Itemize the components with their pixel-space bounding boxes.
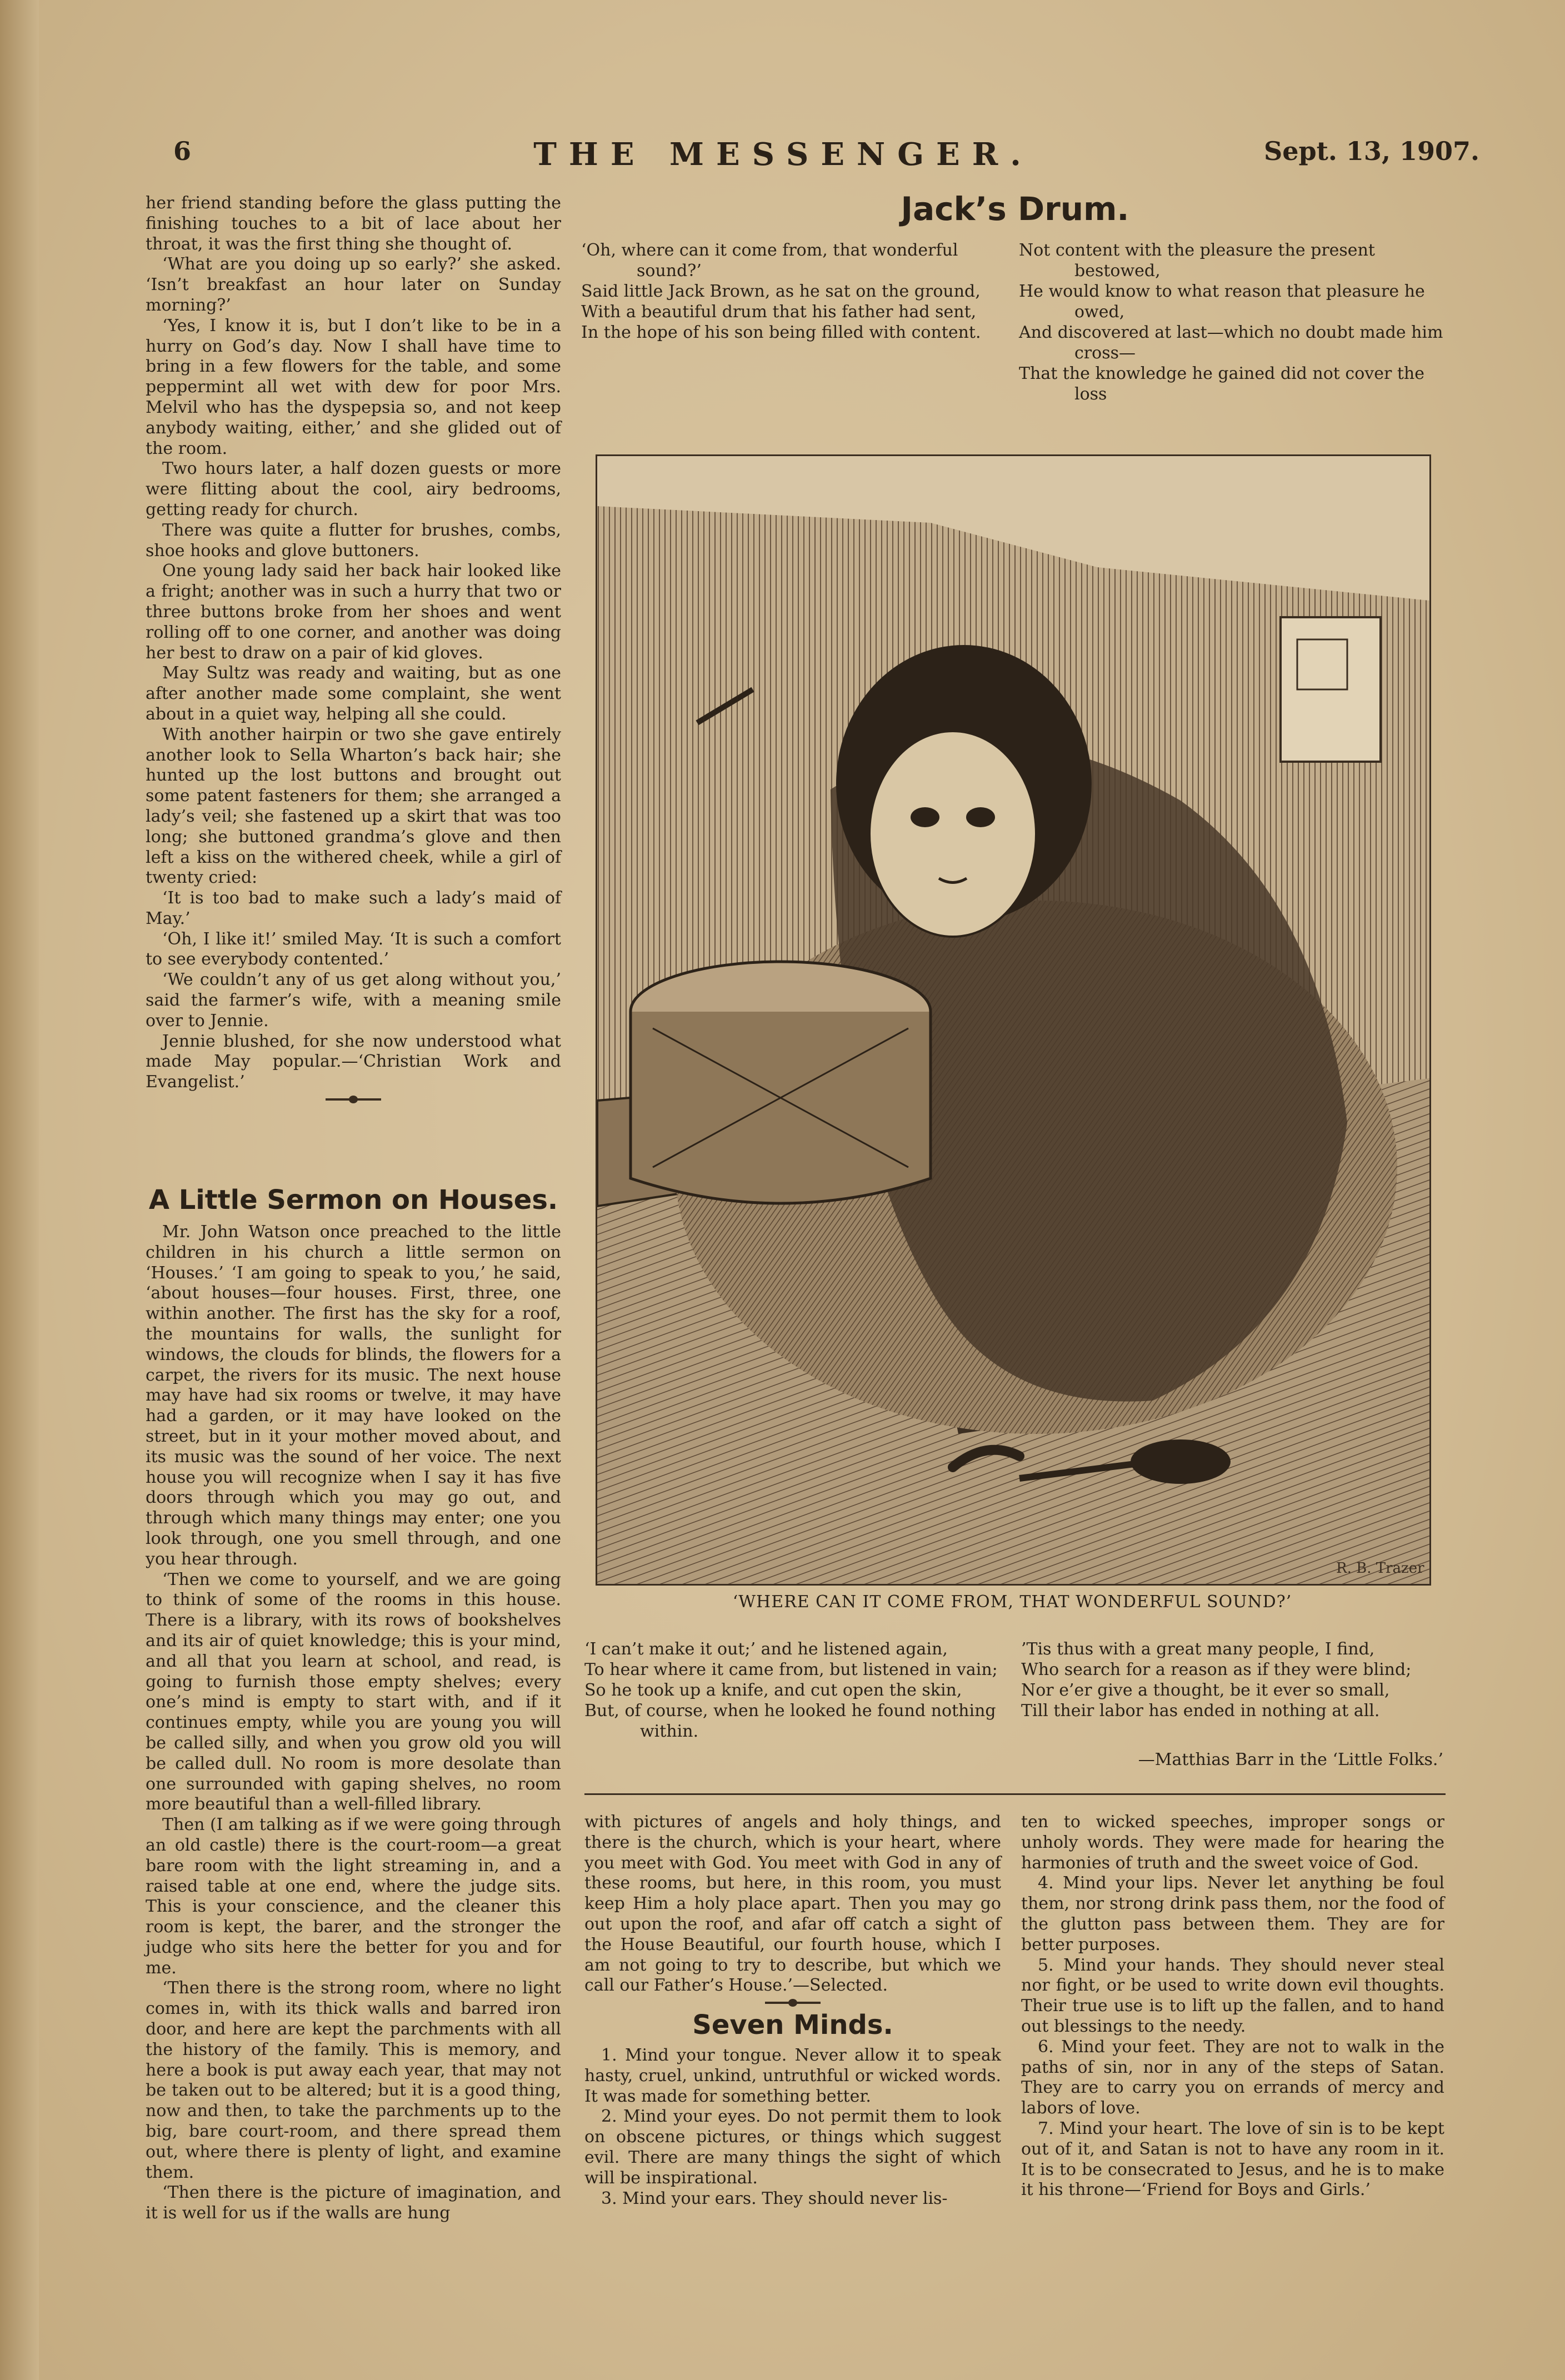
paragraph: ‘We couldn’t any of us get along without you,’ said the farmer’s wife, with a meaning smile over to Jennie. xyxy=(146,970,561,1031)
masthead-title: THE MESSENGER. xyxy=(533,136,1033,173)
paragraph: ‘It is too bad to make such a lady’s maid of May.’ xyxy=(146,888,561,928)
list-item: 3. Mind your ears. They should never lis- xyxy=(601,2188,948,2208)
list-item: 4. Mind your lips. Never let anything be foul them, nor strong drink pass them, nor the food of the glutton pass between them. They are for better purposes. xyxy=(1021,1873,1444,1954)
page-number: 6 xyxy=(173,136,192,166)
issue-date: Sept. 13, 1907. xyxy=(1264,136,1480,166)
boy-with-drum-engraving xyxy=(597,456,1429,1584)
poem-line: He would know to what reason that pleasure he owed, xyxy=(1019,282,1425,322)
poem-line: In the hope of his son being filled with content. xyxy=(581,323,981,342)
paragraph: ‘Then there is the strong room, where no light comes in, with its thick walls and barred iron door, and here are kept the parchments with all the history of the family. This is memory, and here a book is put away each year, that may not be taken out to be altered; but it is a good thing, now and then, to take the parchments up to the big, bare court-room, and there spread them out, where there is plenty of light, and examine them. xyxy=(146,1978,561,2182)
sermon-heading: A Little Sermon on Houses. xyxy=(148,1184,558,1216)
paragraph: Then (I am talking as if we were going through an old castle) there is the court-room—a great bare room with the light streaming in, and a raised table at one end, where the judge sits. This is your conscience, and the cleaner this room is kept, the barer, and the stronger the judge who sits here the better for you and for me. xyxy=(146,1815,561,1978)
paragraph: her friend standing before the glass putting the finishing touches to a bit of lace about her throat, it was the first thing she thought of. xyxy=(146,193,561,254)
paragraph: Mr. John Watson once preached to the little children in his church a little sermon on ‘Houses.’ ‘I am going to speak to you,’ he said, ‘about houses—four houses. First, three, one within another. The first has the sky for a roof, the mountains for walls, the sunlight for windows, the clouds for blinds, the flowers for a carpet, the rivers for its music. The next house may have had six rooms or twelve, it may have had a garden, or it may have looked on the street, but in it your mother moved about, and its music was the sound of her voice. The next house you will recognize when I say it has five doors through which you may go out, and through which many things may enter; one you look through, one you smell through, and one you hear through. xyxy=(146,1222,561,1569)
section-ornament xyxy=(326,1098,381,1101)
poem-stanza xyxy=(584,1639,1007,1742)
poem-stanza xyxy=(1021,1639,1449,1721)
paragraph: There was quite a flutter for brushes, combs, shoe hooks and glove buttoners. xyxy=(146,520,561,561)
paragraph: ‘Then we come to yourself, and we are going to think of some of the rooms in this house. There is a library, with its rows of bookshelves and its air of quiet knowledge; this is your mind, and all that you learn at school, and read, is going to furnish those empty shelves; every one’s mind is empty to start with, and if it continues empty, while you are young you will be called silly, and when you grow old you will be called dull. No room is more desolate than one surrounded with gaping shelves, no room more beautiful than a well-filled library. xyxy=(146,1569,561,1814)
poem-line: So he took up a knife, and cut open the skin, xyxy=(584,1681,962,1700)
poem-line: To hear where it came from, but listened in vain; xyxy=(584,1660,998,1679)
poem-line: But, of course, when he looked he found nothing within. xyxy=(584,1701,996,1741)
paragraph: May Sultz was ready and waiting, but as one after another made some complaint, she went about in a quiet way, helping all she could. xyxy=(146,663,561,724)
list-item: 1. Mind your tongue. Never allow it to speak hasty, cruel, unkind, untruthful or wicked words. It was made for something better. xyxy=(584,2045,1001,2106)
paragraph: ‘What are you doing up so early?’ she asked. ‘Isn’t breakfast an hour later on Sunday morning?’ xyxy=(146,254,561,315)
poem-line: Not content with the pleasure the present bestowed, xyxy=(1019,241,1375,281)
list-item: 5. Mind your hands. They should never steal nor fight, or be used to write down evil thoughts. Their true use is to lift up the fallen, and to hand out blessings to the needy. xyxy=(1021,1955,1444,2036)
paragraph: ‘Yes, I know it is, but I don’t like to be in a hurry on God’s day. Now I shall have time to bring in a few flowers for the table, and some peppermint all wet with dew for poor Mrs. Melvil who has the dyspepsia so, and not keep anybody waiting, either,’ and she glided out of the room. xyxy=(146,316,561,458)
paragraph: ‘Oh, I like it!’ smiled May. ‘It is such a comfort to see everybody contented.’ xyxy=(146,929,561,969)
paragraph: Jennie blushed, for she now understood what made May popular.—‘Christian Work and Evangelist.’ xyxy=(146,1031,561,1092)
poem-line: Said little Jack Brown, as he sat on the ground, xyxy=(581,282,981,301)
illustration-caption: ‘WHERE CAN IT COME FROM, THAT WONDERFUL SOUND?’ xyxy=(732,1592,1292,1612)
paragraph: with pictures of angels and holy things, and there is the church, which is your heart, where you meet with God. You meet with God in any of these rooms, but here, in this room, you must keep Him a holy place apart. Then you may go out upon the roof, and afar off catch a sight of the House Beautiful, our fourth house, which I am not going to try to describe, but which we call our Father’s House.’—Selected. xyxy=(584,1812,1001,1996)
section-ornament xyxy=(765,2002,821,2004)
section-divider xyxy=(584,1793,1446,1795)
seven-minds-continuation xyxy=(1021,1812,1444,2201)
poem-stanza xyxy=(1019,240,1447,404)
list-item: 6. Mind your feet. They are not to walk in the paths of sin, nor in any of the steps of Satan. They are to carry you on errands of mercy and labors of love. xyxy=(1021,2037,1444,2118)
poem-line: With a beautiful drum that his father had sent, xyxy=(581,302,977,322)
poem-line: Who search for a reason as if they were blind; xyxy=(1021,1660,1412,1679)
poem-line: And discovered at last—which no doubt made him cross— xyxy=(1019,323,1443,363)
sermon-continuation xyxy=(584,1812,1001,2209)
poem-line: Nor e’er give a thought, be it ever so small, xyxy=(1021,1681,1390,1700)
sermon-article xyxy=(146,1222,561,2224)
poem-line: ‘I can’t make it out;’ and he listened again, xyxy=(584,1639,948,1659)
poem-attribution: —Matthias Barr in the ‘Little Folks.’ xyxy=(1138,1750,1443,1769)
poem-stanza xyxy=(581,240,1003,343)
page-fold-shadow xyxy=(0,0,39,2380)
story-continuation xyxy=(146,193,561,1101)
list-item: 2. Mind your eyes. Do not permit them to look on obscene pictures, or things which suggest evil. There are many things the sight of which will be inspirational. xyxy=(584,2107,1001,2188)
paragraph: One young lady said her back hair looked like a fright; another was in such a hurry that two or three buttons broke from her shoes and went rolling off to one corner, and another was doing her best to draw on a pair of kid gloves. xyxy=(146,561,561,663)
list-item: ten to wicked speeches, improper songs or unholy words. They were made for hearing the harmonies of truth and the sweet voice of God. xyxy=(1021,1812,1444,1873)
list-item: 7. Mind your heart. The love of sin is to be kept out of it, and Satan is not to have any room in it. It is to be consecrated to Jesus, and he is to make it his throne—‘Friend for Boys and Girls.’ xyxy=(1021,2118,1444,2200)
engraving-illustration xyxy=(596,454,1431,1586)
poem-line: ’Tis thus with a great many people, I find, xyxy=(1021,1639,1375,1659)
paragraph: With another hairpin or two she gave entirely another look to Sella Wharton’s back hair; she hunted up the lost buttons and brought out some patent fasteners for them; she arranged a lady’s veil; she fastened up a skirt that was too long; she buttoned grandma’s glove and then left a kiss on the withered cheek, while a girl of twenty cried: xyxy=(146,724,561,888)
poem-line: That the knowledge he gained did not cover the loss xyxy=(1019,364,1424,404)
poem-heading: Jack’s Drum. xyxy=(901,190,1129,228)
paragraph: Two hours later, a half dozen guests or more were flitting about the cool, airy bedrooms, getting ready for church. xyxy=(146,459,561,519)
poem-line: ‘Oh, where can it come from, that wonderful sound?’ xyxy=(581,241,958,281)
poem-line: Till their labor has ended in nothing at all. xyxy=(1021,1701,1380,1721)
engraver-signature: R. B. Trazer xyxy=(1336,1560,1424,1577)
paragraph: ‘Then there is the picture of imagination, and it is well for us if the walls are hung xyxy=(146,2183,561,2223)
seven-minds-heading: Seven Minds. xyxy=(692,2009,893,2041)
